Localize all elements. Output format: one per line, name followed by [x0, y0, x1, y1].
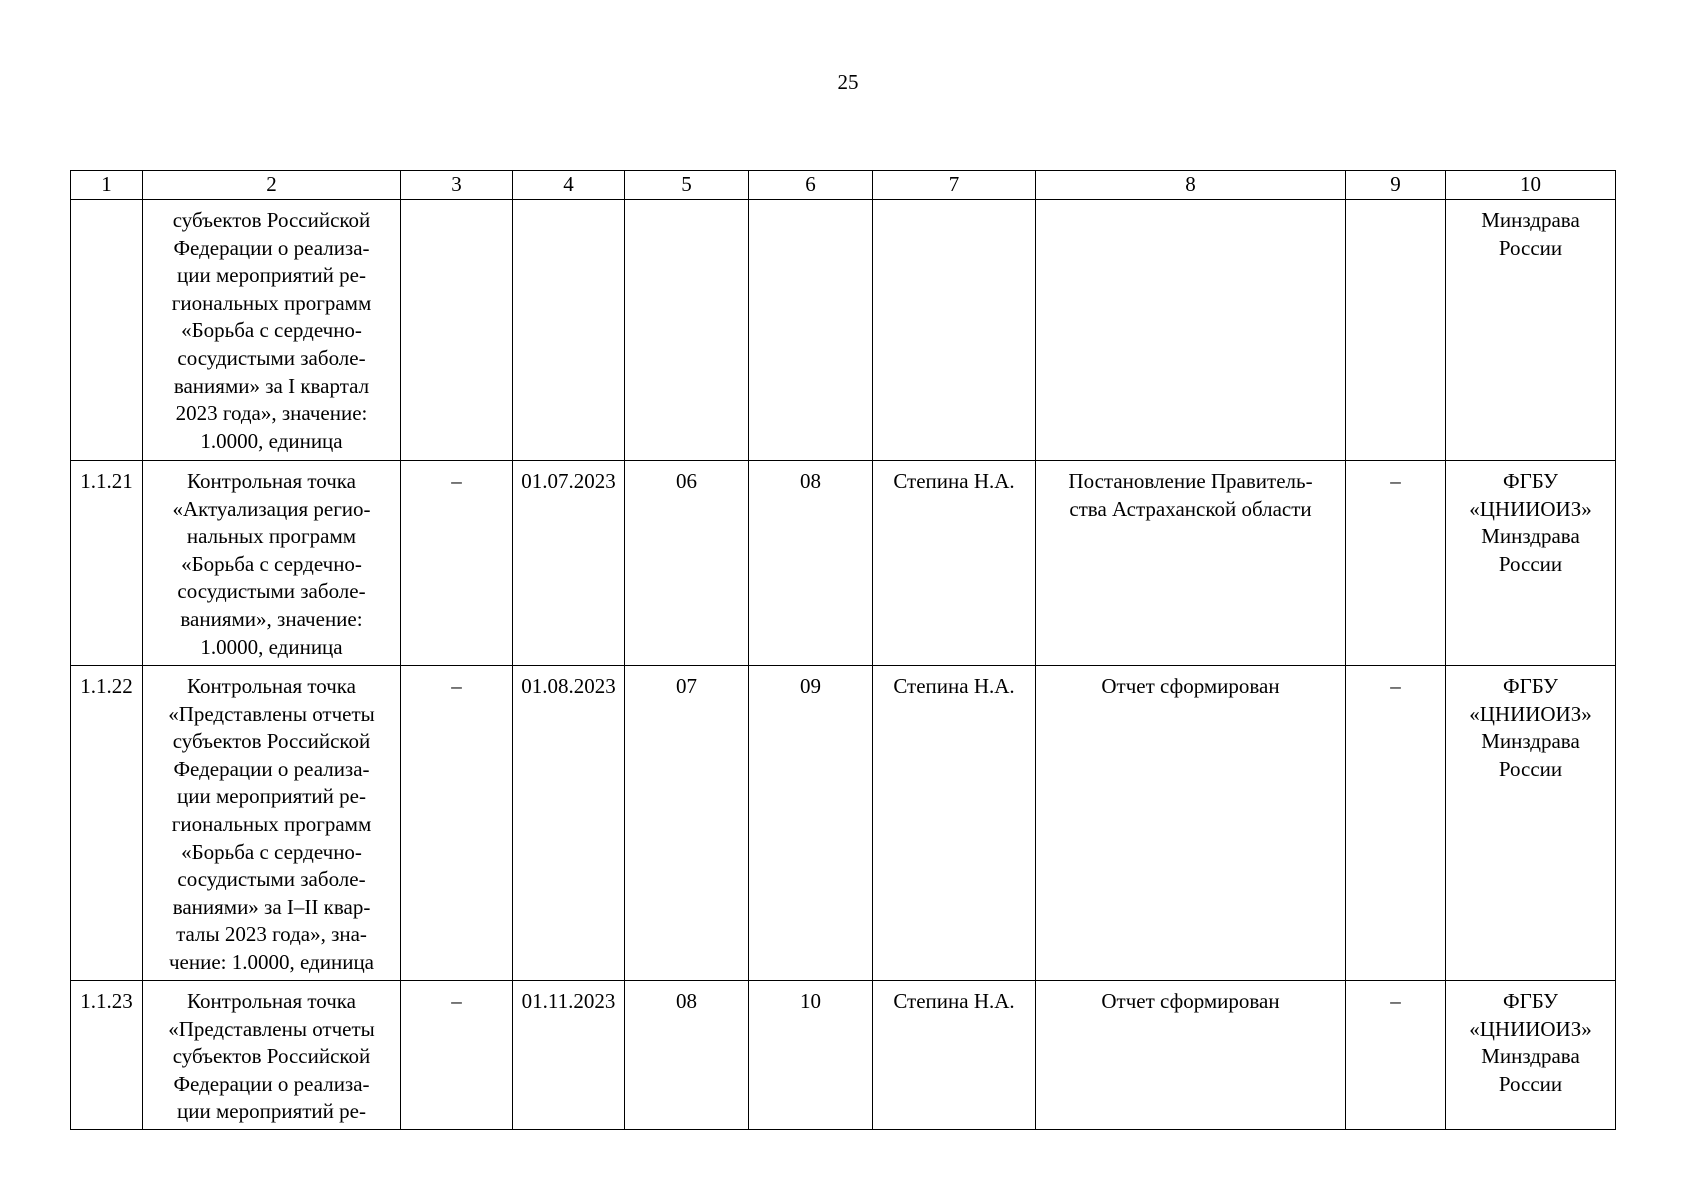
- text-line: ваниями», значение:: [180, 606, 363, 631]
- cell-col-5: 06: [625, 461, 749, 666]
- cell-document: [1036, 981, 1346, 1130]
- cell-date: 01.08.2023: [513, 666, 625, 981]
- text-line: Отчет сформирован: [1101, 989, 1280, 1013]
- text-line: России: [1498, 1071, 1563, 1096]
- cell-responsible: Степина Н.А.: [873, 981, 1036, 1130]
- text-line: ваниями» за I квартал: [173, 373, 370, 398]
- cell-organization: [1446, 200, 1616, 461]
- text-line: нальных программ: [186, 524, 357, 549]
- cell-date: 01.11.2023: [513, 981, 625, 1130]
- text-line: ФГБУ: [1503, 469, 1558, 493]
- plan-table: [70, 170, 1616, 1130]
- text-line: 2023 года», значение:: [175, 401, 368, 426]
- cell-organization: [1446, 666, 1616, 981]
- cell-col-3: –: [401, 666, 513, 981]
- text-line: сосудистыми заболе-: [177, 345, 366, 370]
- text-line: Минздрава: [1481, 1044, 1580, 1069]
- cell-col-5: [625, 200, 749, 461]
- table-row: [71, 200, 1616, 461]
- text-line: талы 2023 года», зна-: [176, 922, 367, 947]
- cell-col-6: 09: [749, 666, 873, 981]
- text-line: ФГБУ: [1503, 674, 1558, 698]
- text-line: гиональных программ: [171, 811, 372, 836]
- cell-col-3: –: [401, 981, 513, 1130]
- text-line: Федерации о реализа-: [173, 235, 370, 260]
- text-line: Федерации о реализа-: [173, 1071, 370, 1096]
- cell-col-6: [749, 200, 873, 461]
- cell-organization: [1446, 981, 1616, 1130]
- text-line: Отчет сформирован: [1101, 674, 1280, 698]
- text-line: «Представлены отчеты: [168, 1016, 375, 1041]
- text-line: «ЦНИИОИЗ»: [1469, 496, 1592, 521]
- text-line: «Борьба с сердечно-: [181, 551, 362, 576]
- cell-col-6: 08: [749, 461, 873, 666]
- text-line: ции мероприятий ре-: [177, 263, 366, 288]
- cell-col-9: –: [1346, 981, 1446, 1130]
- text-line: «ЦНИИОИЗ»: [1469, 1016, 1592, 1041]
- cell-responsible: [873, 200, 1036, 461]
- header-col-1: 1: [71, 171, 143, 200]
- header-col-4: 4: [513, 171, 625, 200]
- text-line: сосудистыми заболе-: [177, 867, 366, 892]
- header-col-6: 6: [749, 171, 873, 200]
- cell-document: [1036, 666, 1346, 981]
- page-number: 25: [837, 70, 859, 94]
- cell-event-name: [143, 200, 401, 461]
- text-line: 1.0000, единица: [200, 634, 343, 659]
- text-line: «Актуализация регио-: [172, 496, 371, 521]
- text-line: «Борьба с сердечно-: [181, 839, 362, 864]
- cell-col-3: –: [401, 461, 513, 666]
- text-line: субъектов Российской: [172, 1044, 371, 1069]
- cell-document: [1036, 461, 1346, 666]
- cell-date: 01.07.2023: [513, 461, 625, 666]
- text-line: России: [1498, 235, 1563, 260]
- text-line: субъектов Российской: [172, 208, 371, 232]
- cell-document: [1036, 200, 1346, 461]
- text-line: Федерации о реализа-: [173, 756, 370, 781]
- cell-col-3: [401, 200, 513, 461]
- cell-date: [513, 200, 625, 461]
- text-line: сосудистыми заболе-: [177, 579, 366, 604]
- table-row: [71, 666, 1616, 981]
- text-line: «Борьба с сердечно-: [181, 318, 362, 343]
- text-line: ФГБУ: [1503, 989, 1558, 1013]
- table-row: [71, 461, 1616, 666]
- header-col-8: 8: [1036, 171, 1346, 200]
- cell-event-name: [143, 666, 401, 981]
- text-line: гиональных программ: [171, 290, 372, 315]
- text-line: чение: 1.0000, единица: [168, 949, 375, 974]
- text-line: Минздрава: [1481, 208, 1580, 232]
- text-line: России: [1498, 756, 1563, 781]
- text-line: ваниями» за I–II квар-: [172, 894, 371, 919]
- header-col-10: 10: [1446, 171, 1616, 200]
- cell-event-name: [143, 461, 401, 666]
- text-line: «ЦНИИОИЗ»: [1469, 701, 1592, 726]
- cell-number: 1.1.23: [71, 981, 143, 1130]
- cell-number: 1.1.21: [71, 461, 143, 666]
- header-col-7: 7: [873, 171, 1036, 200]
- header-col-5: 5: [625, 171, 749, 200]
- cell-number: 1.1.22: [71, 666, 143, 981]
- header-row: [71, 171, 1616, 200]
- text-line: субъектов Российской: [172, 729, 371, 754]
- text-line: Контрольная точка: [186, 469, 356, 493]
- cell-col-9: –: [1346, 666, 1446, 981]
- cell-col-5: 08: [625, 981, 749, 1130]
- text-line: ции мероприятий ре-: [177, 784, 366, 809]
- header-col-9: 9: [1346, 171, 1446, 200]
- text-line: ции мероприятий ре-: [177, 1099, 366, 1124]
- cell-responsible: Степина Н.А.: [873, 666, 1036, 981]
- header-col-3: 3: [401, 171, 513, 200]
- cell-col-9: [1346, 200, 1446, 461]
- text-line: Контрольная точка: [186, 989, 356, 1013]
- text-line: Постановление Правитель-: [1068, 469, 1313, 493]
- cell-event-name: [143, 981, 401, 1130]
- text-line: Контрольная точка: [186, 674, 356, 698]
- cell-col-5: 07: [625, 666, 749, 981]
- header-col-2: 2: [143, 171, 401, 200]
- cell-responsible: Степина Н.А.: [873, 461, 1036, 666]
- text-line: Минздрава: [1481, 524, 1580, 549]
- text-line: Минздрава: [1481, 729, 1580, 754]
- table-row: [71, 981, 1616, 1130]
- cell-col-6: 10: [749, 981, 873, 1130]
- text-line: 1.0000, единица: [200, 428, 343, 453]
- cell-col-9: –: [1346, 461, 1446, 666]
- text-line: «Представлены отчеты: [168, 701, 375, 726]
- text-line: России: [1498, 551, 1563, 576]
- cell-organization: [1446, 461, 1616, 666]
- cell-number: [71, 200, 143, 461]
- text-line: ства Астраханской области: [1069, 496, 1312, 521]
